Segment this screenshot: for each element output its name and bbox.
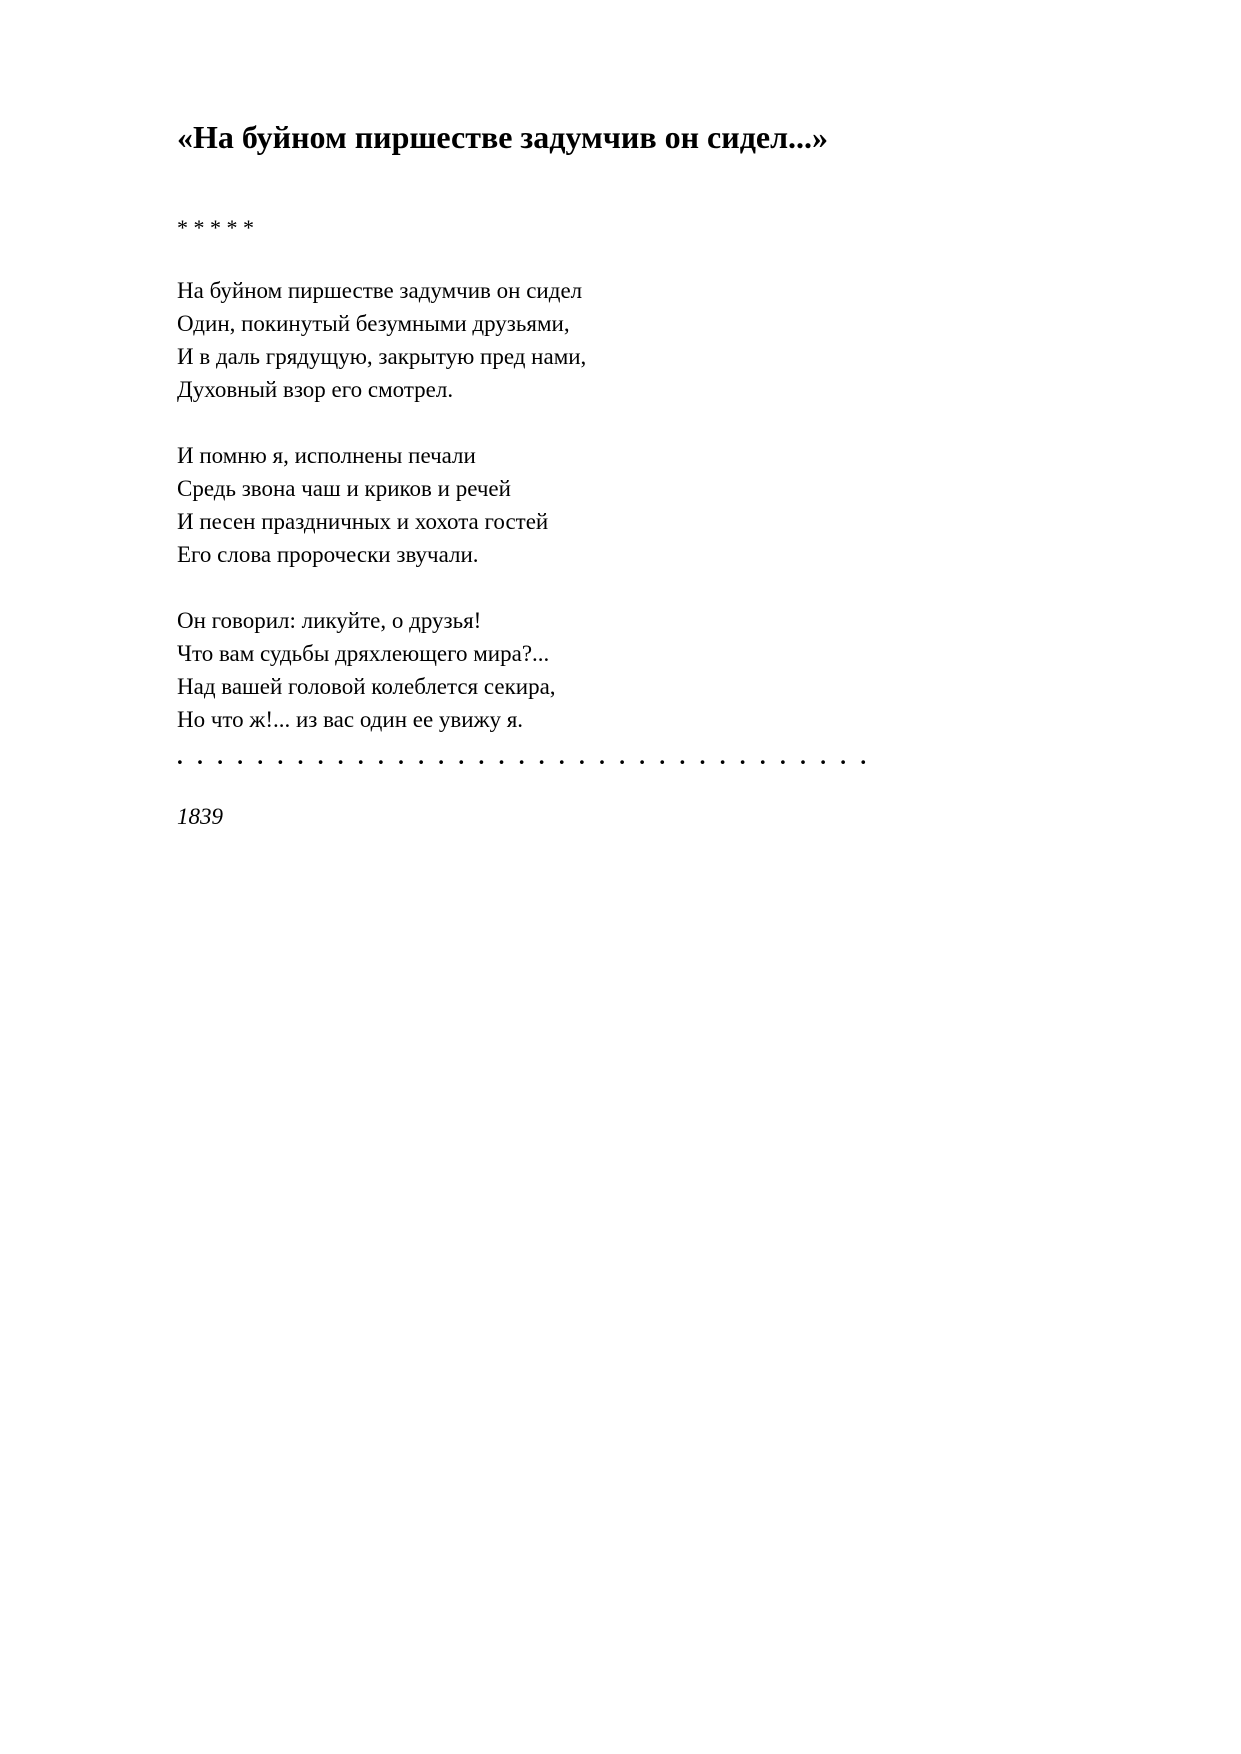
poem-title: «На буйном пиршестве задумчив он сидел...» [177, 119, 829, 155]
poem-line: Но что ж!... из вас один ее увижу я. [177, 707, 524, 732]
poem-line: И помню я, исполнены печали [177, 443, 476, 468]
poem-line: Он говорил: ликуйте, о друзья! [177, 608, 482, 633]
stanza-2 [177, 439, 548, 571]
asterisk-separator: * * * * * [177, 215, 254, 240]
poem-line: И песен праздничных и хохота гостей [177, 509, 549, 534]
ellipsis-line: . . . . . . . . . . . . . . . . . . . . . . . . . . . . . . . . . . . [177, 744, 871, 769]
poem-line: На буйном пиршестве задумчив он сидел [177, 278, 583, 303]
poem-line: И в даль грядущую, закрытую пред нами, [177, 344, 587, 369]
poem-year: 1839 [177, 804, 223, 829]
poem-line: Средь звона чаш и криков и речей [177, 476, 511, 501]
stanza-3 [177, 604, 556, 736]
stanza-1 [177, 274, 586, 406]
poem-line: Духовный взор его смотрел. [177, 377, 454, 402]
poem-line: Один, покинутый безумными друзьями, [177, 311, 570, 336]
poem-line: Что вам судьбы дряхлеющего мира?... [177, 641, 550, 666]
poem-line: Его слова пророчески звучали. [177, 542, 479, 567]
poem-line: Над вашей головой колеблется секира, [177, 674, 556, 699]
